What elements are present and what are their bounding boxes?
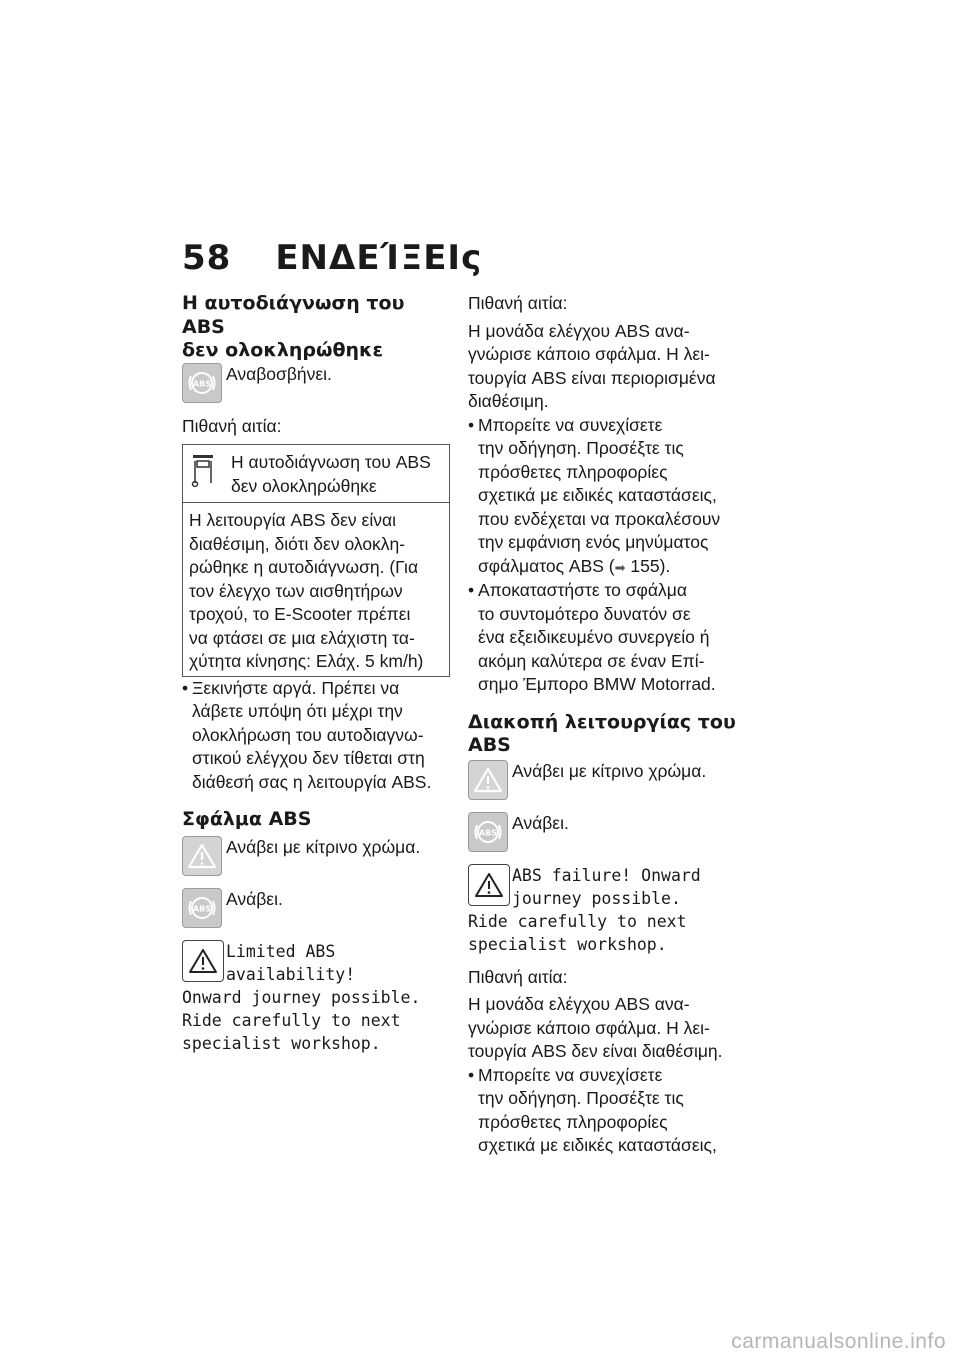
warning-lamp-row [468, 760, 740, 804]
possible-cause-label: Πιθανή αιτία: [468, 293, 568, 313]
cause-description: Η μονάδα ελέγχου ABS ανα- γνώρισε κάποιο σφάλμα. Η λει- τουργία ABS είναι περιορισμένα διαθέσιμη. [468, 320, 716, 411]
list-item: • Μπορείτε να συνεχίσετε την οδήγηση. Προσέξτε τις πρόσθετες πληροφορίες σχετικά με ειδικές καταστάσεις, που ενδέχεται να προκαλέσουν την εμφάνιση ενός μηνύματος σφάλματος ABS (➡ 155). [468, 414, 740, 580]
warning-triangle-icon [182, 940, 224, 982]
instruction-list [468, 414, 740, 697]
abs-warning-icon [468, 812, 508, 852]
list-item: • Αποκαταστήστε το σφάλμα το συντομότερο δυνατόν σε ένα εξειδικευμένο συνεργείο ή ακόμη καλύτερα σε έναν Επί- σημο Έμπορο BMW Motorrad. [468, 579, 740, 697]
instruction-list [182, 677, 450, 795]
abs-lamp-status: Ανάβει. [226, 888, 283, 909]
watermark: carmanualsonline.info [731, 1330, 946, 1353]
warning-triangle-icon [468, 760, 508, 800]
page-reference-link[interactable]: 155). [630, 555, 671, 576]
display-message-continued: Ride carefully to next specialist workshop. [468, 911, 687, 954]
abs-lamp-row [182, 363, 450, 407]
abs-lamp-row [182, 888, 450, 932]
cause-box [182, 444, 450, 677]
list-item: • Μπορείτε να συνεχίσετε την οδήγηση. Προσέξτε τις πρόσθετες πληροφορίες σχετικά με ειδικές καταστάσεις, [468, 1064, 740, 1158]
display-message-continued: Onward journey possible. Ride carefully to next specialist workshop. [182, 987, 421, 1053]
cause-box-header: Η αυτοδιάγνωση του ABS δεν ολοκληρώθηκε [183, 445, 449, 503]
warning-lamp-status: Ανάβει με κίτρινο χρώμα. [512, 760, 707, 781]
abs-lamp-status: Αναβοσβήνει. [226, 363, 332, 384]
svg-text:ABS: ABS [192, 379, 212, 388]
possible-cause-label: Πιθανή αιτία: [468, 966, 568, 987]
display-message: Limited ABS availability! [182, 940, 450, 986]
warning-lamp-row [182, 836, 450, 880]
page-title: ΕΝΔΕΊΞΕΙς [275, 238, 483, 278]
section-title-abs-failure: Διακοπή λειτουργίας του ABS [468, 710, 736, 756]
warning-lamp-status: Ανάβει με κίτρινο χρώμα. [226, 836, 421, 857]
abs-lamp-status: Ανάβει. [512, 812, 569, 833]
page-reference-arrow-icon: ➡ [614, 559, 626, 575]
list-item: • Ξεκινήστε αργά. Πρέπει να λάβετε υπόψη ότι μέχρι την ολοκλήρωση του αυτοδιαγνω- στικού ελέγχου δεν τίθεται στη διάθεσή σας η λειτουργία ABS. [182, 677, 450, 795]
warning-triangle-icon [182, 836, 222, 876]
section-title-abs-fault: Σφάλμα ABS [182, 808, 312, 830]
display-message: ABS failure! Onward journey possible. [468, 864, 740, 910]
warning-triangle-icon [468, 864, 510, 906]
page-number: 58 [182, 238, 232, 278]
abs-lamp-row [468, 812, 740, 856]
abs-warning-icon [182, 363, 222, 403]
instruction-list [468, 1064, 740, 1158]
cause-box-body: Η λειτουργία ABS δεν είναι διαθέσιμη, διότι δεν ολοκλη- ρώθηκε η αυτοδιάγνωση. (Για τον έλεγχο των αισθητήρων τροχού, το E-Scooter πρέπει να φτάσει σε μια ελάχιστη τα- χύτητα κίνησης: Ελάχ. 5 km/h) [189, 510, 424, 671]
right-column [468, 292, 740, 1158]
svg-text:ABS: ABS [192, 904, 212, 913]
abs-warning-icon [182, 888, 222, 928]
sensor-diagnosis-icon [191, 453, 215, 492]
possible-cause-label: Πιθανή αιτία: [182, 415, 282, 436]
left-column [182, 292, 450, 1055]
section-title-abs-self-diagnosis: Η αυτοδιάγνωση του ABS δεν ολοκληρώθηκε [182, 292, 405, 361]
svg-text:ABS: ABS [478, 828, 498, 837]
cause-description: Η μονάδα ελέγχου ABS ανα- γνώρισε κάποιο σφάλμα. Η λει- τουργία ABS δεν είναι διαθέσιμη. [468, 994, 723, 1061]
page-header [182, 238, 482, 278]
